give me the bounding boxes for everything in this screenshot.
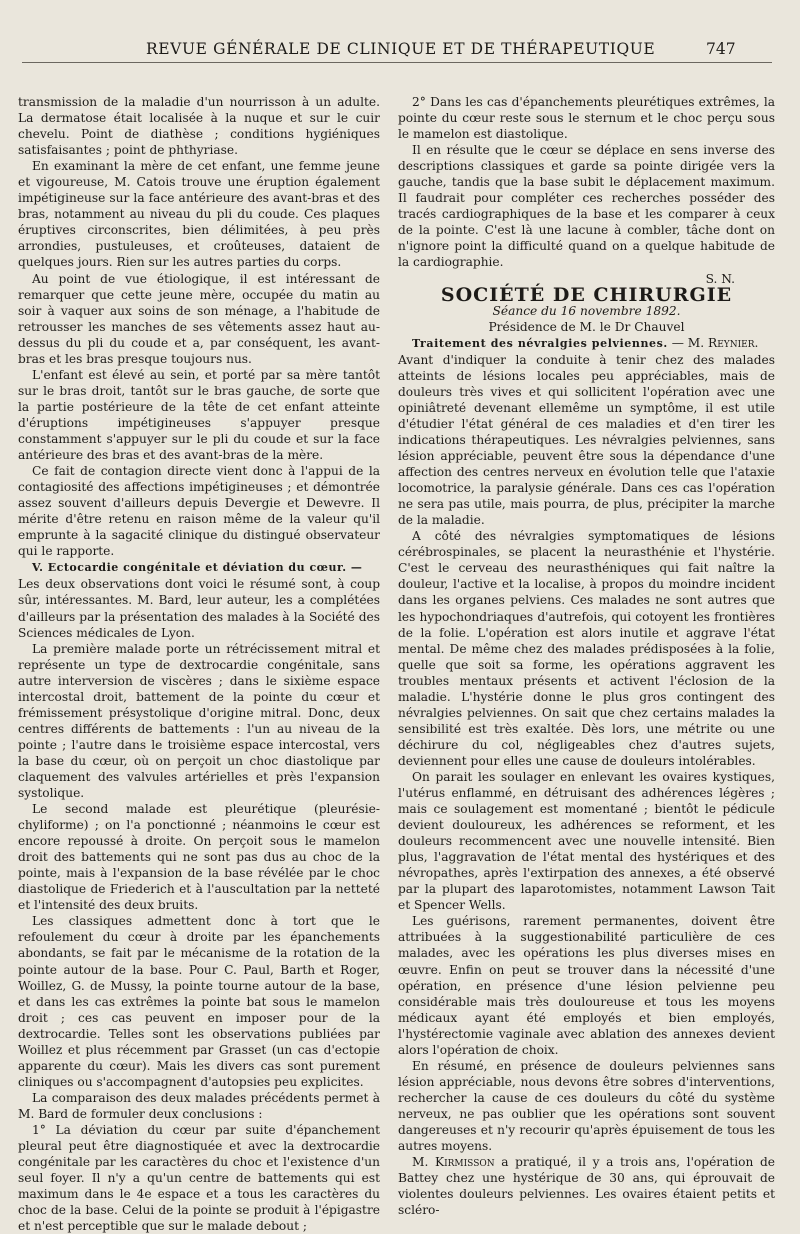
paragraph: La première malade porte un rétrécissement mitral et représente un type de dextrocardie congénitale, sans autre interversion de viscères ; dans le sixième espace intercostal droit, battement de la pointe du cœur et frémissement présystolique d'origine mitral. Donc, deux centres différents de battements : l'un au niveau de la pointe ; l'autre dans le troisième espace intercostal, vers la base du cœur, où on perçoit un choc diastolique par claquement des valvules artérielles et près l'expansion systolique. xyxy=(18,641,380,801)
article-lead: Traitement des névralgies pelviennes. — M. Reynier. xyxy=(412,335,759,350)
signature: S. N. xyxy=(705,271,735,286)
paragraph: Les deux observations dont voici le résumé sont, à coup sûr, intéressantes. M. Bard, leur auteur, les a complétées d'ailleurs par la présentation des malades à la Société des Sciences médicales de Lyon. xyxy=(18,577,380,640)
running-title: REVUE GÉNÉRALE DE CLINIQUE ET DE THÉRAPEUTIQUE xyxy=(146,40,656,58)
paragraph: 1° La déviation du cœur par suite d'épanchement pleural peut être diagnostiquée et avec la dextrocardie congénitale par les caractères du choc et l'existence d'un seul foyer. Il n'y a qu'un centre de battements qui est maximum dans le 4e espace et a tous les caractères du choc de la base. Celui de la pointe se produit à l'épigastre et n'est perceptible que sur le malade debout ; xyxy=(18,1123,380,1234)
speaker-name: M. Reynier. xyxy=(687,335,759,350)
section-title: SOCIÉTÉ DE CHIRURGIE xyxy=(440,283,733,306)
paragraph: On parait les soulager en enlevant les ovaires kystiques, l'utérus enflammé, en détruisant des adhérences légères ; mais ce soulagement est momentané ; bientôt le pédicule devient douloureux, les adhérences se reforment, et les douleurs recommencent avec une nouvelle intensité. Bien plus, l'aggravation de l'état mental des hystériques et des névropathes, après l'extirpation des annexes, a été observé par la plupart des laparotomistes, notamment Lawson Tait et Spencer Wells. xyxy=(398,769,775,913)
paragraph: 2° Dans les cas d'épanchements pleurétiques extrêmes, la pointe du cœur reste sous le sternum et le choc perçu sous le mamelon est diastolique. xyxy=(398,95,775,142)
paragraph: Avant d'indiquer la conduite à tenir chez des malades atteints de lésions locales peu appréciables, mais de douleurs très vives et qui sollicitent l'opération avec une opiniâtreté devenant ellemême un symptôme, il est utile d'étudier l'état général de ces maladies et d'en tirer les indications thérapeutiques. Les névralgies pelviennes, sans lésion appréciable, peuvent être sous la dépendance d'une affection des centres nerveux en évolution telle que l'ataxie locomotrice, la paralysie générale. Dans ces cas l'opération ne sera pas utile, mais pourra, de plus, précipiter la marche de la maladie. xyxy=(398,352,775,528)
paragraph: La comparaison des deux malades précédents permet à M. Bard de formuler deux conclusions : xyxy=(18,1090,380,1121)
presidence-line: Présidence de M. le Dr Chauvel xyxy=(488,319,685,334)
paragraph: Le second malade est pleurétique (pleurésie-chyliforme) ; on l'a ponctionné ; néanmoins le cœur est encore repoussé à droite. On perçoit sous le mamelon droit des battements qui ne sont pas dus au choc de la pointe, mais à l'expansion de la base révélée par le choc diastolique de Friederich et à l'auscultation par la netteté et l'intensité des deux bruits. xyxy=(18,802,380,913)
paragraph: A côté des névralgies symptomatiques de lésions cérébrospinales, se placent la neurasthénie et l'hystérie. C'est le cerveau des neurasthéniques qui fait naître la douleur, l'active et la localise, à propos du moindre incident dans les organes pelviens. Ces malades ne sont autres que les hypochondriaques d'autrefois, qui cotoyent les frontières de la folie. L'opération est alors inutile et aggrave l'état mental. De même chez des malades prédisposées à la folie, quelle que soit sa forme, les opérations aggravent les troubles mentaux présents et activent l'éclosion de la maladie. L'hystérie donne le plus gros contingent des névralgies pelviennes. On sait que chez certains malades la sensibilité est très exaltée. Dès lors, une métrite ou une déchirure du col, négligeables chez d'autres sujets, deviennent pour elles une cause de douleurs intolérables. xyxy=(398,529,775,768)
paragraph: En examinant la mère de cet enfant, une femme jeune et vigoureuse, M. Catois trouve une éruption également impétigineuse sur la face antérieure des avant-bras et des bras, notamment au niveau du pli du coude. Ces plaques éruptives circonscrites, bien délimitées, à peu près arrondies, pustuleuses, et croûteuses, dataient de quelques jours. Rien sur les autres parties du corps. xyxy=(18,159,380,270)
paragraph: Ce fait de contagion directe vient donc à l'appui de la contagiosité des affections impétigineuses ; et démontrée assez souvent d'ailleurs depuis Devergie et Dewevre. Il mérite d'être retenu en raison même de la valeur qu'il emprunte à la sagacité clinique du distingué observateur qui le rapporte. xyxy=(18,464,380,559)
paragraph: transmission de la maladie d'un nourrisson à un adulte. La dermatose était localisée à la nuque et sur le cuir chevelu. Point de diathèse ; conditions hygiéniques satisfaisantes ; point de phthyriase. xyxy=(18,95,380,158)
article-rubric: Traitement des névralgies pelviennes. xyxy=(412,336,668,350)
section-heading: V. Ectocardie congénitale et déviation du cœur. — xyxy=(32,561,363,575)
page-number: 747 xyxy=(706,40,736,58)
paragraph: Au point de vue étiologique, il est intéressant de remarquer que cette jeune mère, occupée du matin au soir à vaquer aux soins de son ménage, a l'habitude de retrousser les manches de ses vêtements assez haut au-dessus du pli du coude et a, par conséquent, les avant-bras et les bras presque toujours nus. xyxy=(18,271,380,366)
paragraph-text: a pratiqué, il y a trois ans, l'opération de Battey chez une hystérique de 30 ans, qui éprouvait de violentes douleurs pelviennes. Les ovaires étaient petits et scléro- xyxy=(398,1155,775,1218)
paragraph: Les classiques admettent donc à tort que le refoulement du cœur à droite par les épanchements abondants, se fait par le mécanisme de la rotation de la pointe autour de la base. Pour C. Paul, Barth et Roger, Woillez, G. de Mussy, la pointe tourne autour de la base, et dans les cas extrêmes la pointe bat sous le mamelon droit ; ces cas peuvent en imposer pour de la dextrocardie. Telles sont les observations publiées par Woillez et plus récemment par Grasset (un cas d'ectopie apparente du cœur). Mais les divers cas sont purement cliniques ou s'accompagnent d'autopsies peu explicites. xyxy=(18,914,380,1089)
paragraph: L'enfant est élevé au sein, et porté par sa mère tantôt sur le bras droit, tantôt sur le bras gauche, de sorte que la partie postérieure de la tête de cet enfant atteinte d'éruptions impétigineuses s'appuyer presque constamment s'appuyer sur le pli du coude et sur la face antérieure des bras et des avant-bras de la mère. xyxy=(18,367,380,463)
speaker-name: M. Kirmisson xyxy=(412,1155,495,1170)
left-column xyxy=(18,94,380,1234)
header-rule xyxy=(22,62,772,63)
right-column xyxy=(398,94,775,1218)
paragraph: Les guérisons, rarement permanentes, doivent être attribuées à la suggestionabilité particulière de ces malades, avec les opérations les plus diverses mises en œuvre. Enfin on peut se trouver dans la nécessité d'une opération, en présence d'une lésion pelvienne peu considérable mais très douloureuse et tous les moyens médicaux ayant été employés et bien employés, l'hystérectomie vaginale avec ablation des annexes devient alors l'opération de choix. xyxy=(398,914,775,1057)
session-date: Séance du 16 novembre 1892. xyxy=(492,303,681,318)
paragraph: En résumé, en présence de douleurs pelviennes sans lésion appréciable, nous devons être sobres d'interventions, rechercher la cause de ces douleurs du côté du système nerveux, ne pas oublier que les opérations sont souvent dangereuses et n'y recourir qu'après épuisement de tous les autres moyens. xyxy=(398,1058,775,1154)
paragraph xyxy=(398,1154,775,1218)
page-header xyxy=(0,38,800,64)
paragraph: Il en résulte que le cœur se déplace en sens inverse des descriptions classiques et garde sa pointe dirigée vers la gauche, tandis que la base subit le déplacement maximum. Il faudrait pour compléter ces recherches posséder des tracés cardiographiques de la base et les comparer à ceux de la pointe. C'est là une lacune à combler, tâche dont on n'ignore point la difficulté quand on a quelque habitude de la cardiographie. xyxy=(398,143,775,270)
